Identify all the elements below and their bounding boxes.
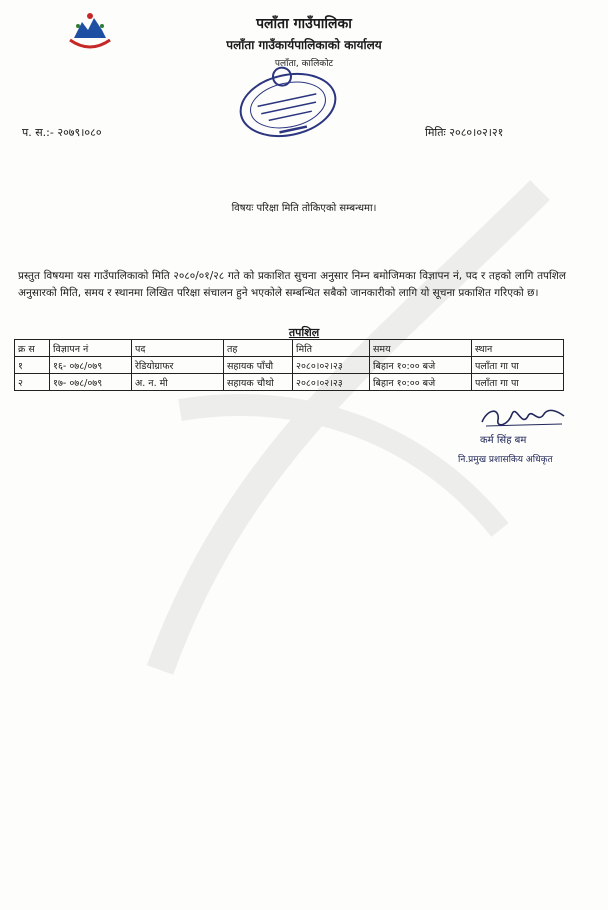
office-address: पलाँता, कालिकोट [274, 59, 334, 69]
subject-line: विषयः परिक्षा मिति तोकिएको सम्बन्धमा। [231, 203, 377, 214]
table-cell: २०८०।०२।२३ [293, 374, 370, 391]
table-cell: २०८०।०२।२३ [293, 357, 370, 374]
signatory-name: कर्म सिंह बम [480, 435, 527, 446]
table-header-row [15, 340, 564, 357]
handwritten-signature [478, 402, 568, 432]
table-row [15, 374, 564, 391]
table-cell: १ [15, 357, 50, 374]
table-row [15, 357, 564, 374]
column-header: समय [370, 340, 472, 357]
table-cell: पलाँता गा पा [472, 357, 564, 374]
column-header: क्र स [15, 340, 50, 357]
column-header: पद [132, 340, 224, 357]
exam-schedule-table [14, 339, 564, 391]
column-header: मिति [293, 340, 370, 357]
table-cell: १६- ०७८/०७९ [50, 357, 132, 374]
table-cell: १७- ०७८/०७९ [50, 374, 132, 391]
letter-date: मितिः २०८०।०२।२१ [425, 126, 504, 139]
table-cell: पलाँता गा पा [472, 374, 564, 391]
column-header: स्थान [472, 340, 564, 357]
signatory-designation: नि.प्रमुख प्रशासकिय अधिकृत [458, 455, 553, 465]
table-cell: २ [15, 374, 50, 391]
letter-number: प. स.:- २०७९।०८० [22, 126, 102, 139]
column-header: तह [224, 340, 293, 357]
column-header: विज्ञापन नं [50, 340, 132, 357]
table-cell: बिहान १०:०० बजे [370, 374, 472, 391]
office-subtitle: पलाँता गाउँकार्यपालिकाको कार्यालय [226, 38, 382, 52]
table-cell: बिहान १०:०० बजे [370, 357, 472, 374]
table-cell: सहायक चौथो [224, 374, 293, 391]
notice-body: प्रस्तुत विषयमा यस गाउँपालिकाको मिति २०८०/०१/२८ गते को प्रकाशित सुचना अनुसार निम्न बमोजिमका विज्ञापन नं, पद र तहको लागि तपशिल अनुसारको मिति, समय र स्थानमा लिखित परिक्षा संचालन हुने भएकोले सम्बन्धित सबैको जानकारीको लागि यो सूचना प्रकाशित गरिएको छ। [18, 270, 566, 299]
table-cell: अ. न. मी [132, 374, 224, 391]
table-cell: रेडियोग्राफर [132, 357, 224, 374]
table-cell: सहायक पाँचौ [224, 357, 293, 374]
office-name: पलाँता गाउँपालिका [256, 16, 352, 32]
schedule-title: तपशिल [288, 326, 320, 339]
office-seal-stamp [228, 60, 348, 150]
